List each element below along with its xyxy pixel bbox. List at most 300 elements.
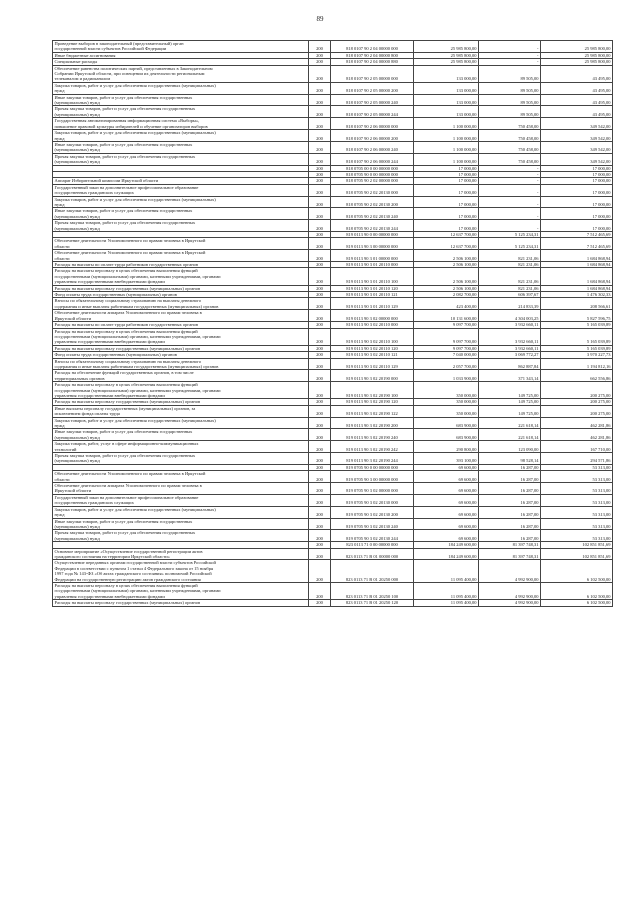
row-executed-amount: - [479, 208, 541, 220]
row-approved-amount: 9 097 700,00 [414, 345, 479, 351]
row-approved-amount: 17 000,00 [414, 184, 479, 196]
row-executed-amount: 149 725,00 [479, 405, 541, 417]
row-approved-amount: 393 100,00 [414, 453, 479, 465]
row-budget-code: 819 0113 90 3 02 20110 129 [331, 358, 414, 370]
row-line-code: 200 [309, 345, 331, 351]
row-approved-amount: 683 900,00 [414, 429, 479, 441]
row-budget-code: 819 0113 90 3 02 00000 000 [331, 310, 414, 322]
row-description: Прочая закупка товаров, работ и услуг для обеспечения государственных (муниципальных) нужд [53, 106, 309, 118]
row-approved-amount: 683 900,00 [414, 417, 479, 429]
row-unexecuted-amount: 43 495,00 [541, 65, 613, 82]
table-row [53, 268, 613, 285]
row-description: Расходы на выплаты по оплате труда работников государственных органов [53, 262, 309, 268]
row-unexecuted-amount: 3 970 227,73 [541, 352, 613, 358]
row-line-code: 200 [309, 232, 331, 238]
row-executed-amount: 214 833,39 [479, 298, 541, 310]
row-budget-code: 818 0705 90 2 02 20130 000 [331, 184, 414, 196]
row-approved-amount: 12 637 700,00 [414, 238, 479, 250]
row-approved-amount: 9 097 700,00 [414, 322, 479, 328]
row-line-code: 200 [309, 238, 331, 250]
row-line-code: 200 [309, 600, 331, 606]
row-line-code: 200 [309, 370, 331, 382]
row-approved-amount: 133 000,00 [414, 82, 479, 94]
row-budget-code: 818 0705 90 2 02 20130 244 [331, 220, 414, 232]
table-row [53, 600, 613, 606]
row-executed-amount: 123 090,00 [479, 441, 541, 453]
row-budget-code: 819 0113 90 3 02 20110 120 [331, 345, 414, 351]
row-approved-amount: 133 000,00 [414, 94, 479, 106]
row-unexecuted-amount: 17 000,00 [541, 171, 613, 177]
row-description: Прочая закупка товаров, работ и услуг для обеспечения государственных (муниципальных) нужд [53, 220, 309, 232]
row-description: Обеспечение деятельности аппарата Уполномоченного по правам человека в Иркутской области [53, 310, 309, 322]
table-row [53, 328, 613, 345]
row-approved-amount: 133 000,00 [414, 65, 479, 82]
row-description: Обеспечение деятельности Уполномоченного по правам человека в Иркутской области [53, 238, 309, 250]
row-approved-amount: 2 506 100,00 [414, 262, 479, 268]
row-budget-code: 818 0107 90 2 06 00000 000 [331, 118, 414, 130]
row-budget-code: 819 0113 90 3 02 20190 200 [331, 417, 414, 429]
row-line-code: 200 [309, 41, 331, 53]
row-unexecuted-amount: 53 313,00 [541, 530, 613, 542]
row-budget-code: 819 0113 90 3 01 20110 121 [331, 292, 414, 298]
row-approved-amount: 184 249 600,00 [414, 548, 479, 560]
row-executed-amount: 4 992 900,00 [479, 600, 541, 606]
row-unexecuted-amount: 200 275,00 [541, 382, 613, 399]
row-description: Расходы на выплаты персоналу государственных (муниципальных) органов [53, 285, 309, 291]
table-row [53, 582, 613, 599]
budget-table-body [53, 41, 613, 607]
row-line-code: 200 [309, 184, 331, 196]
row-approved-amount: 12 637 700,00 [414, 232, 479, 238]
table-row [53, 560, 613, 583]
row-budget-code: 823 0113 71 0 00 00000 000 [331, 542, 414, 548]
table-row [53, 506, 613, 518]
row-approved-amount: 133 000,00 [414, 106, 479, 118]
table-row [53, 298, 613, 310]
row-executed-amount: 371 343,14 [479, 370, 541, 382]
table-row [53, 417, 613, 429]
table-row [53, 196, 613, 208]
row-budget-code: 818 0107 90 2 05 00000 000 [331, 65, 414, 82]
row-description: Иные закупки товаров, работ и услуг для обеспечения государственных (муниципальных) нужд [53, 141, 309, 153]
row-budget-code: 819 0113 90 3 02 20190 120 [331, 399, 414, 405]
row-budget-code: 818 0705 90 2 02 00000 000 [331, 178, 414, 184]
row-line-code: 200 [309, 494, 331, 506]
row-executed-amount: 821 231,06 [479, 285, 541, 291]
row-executed-amount: 16 287,00 [479, 483, 541, 495]
table-row [53, 429, 613, 441]
row-unexecuted-amount: 17 000,00 [541, 196, 613, 208]
row-executed-amount: 3 069 772,27 [479, 352, 541, 358]
table-row [53, 471, 613, 483]
row-budget-code: 819 0113 90 3 01 00000 000 [331, 250, 414, 262]
row-line-code: 200 [309, 518, 331, 530]
row-description: Государственная автоматизированная информационная система «Выборы», повышение правовой культуры избирателей и обучение организаторов выборов [53, 118, 309, 130]
row-description: Иные закупки товаров, работ и услуг для обеспечения государственных (муниципальных) нужд [53, 518, 309, 530]
row-description: Закупка товаров, работ и услуг для обеспечения государственных (муниципальных) нужд [53, 417, 309, 429]
row-executed-amount: - [479, 178, 541, 184]
row-unexecuted-amount: 17 000,00 [541, 165, 613, 171]
row-unexecuted-amount: 294 571,86 [541, 453, 613, 465]
table-row [53, 184, 613, 196]
row-description: Расходы на выплаты персоналу государственных (муниципальных) органов [53, 600, 309, 606]
row-executed-amount: 3 932 660,11 [479, 322, 541, 328]
row-executed-amount: 750 458,00 [479, 153, 541, 165]
row-approved-amount: 9 097 700,00 [414, 328, 479, 345]
row-approved-amount: 2 506 100,00 [414, 285, 479, 291]
row-line-code: 200 [309, 453, 331, 465]
row-line-code: 200 [309, 352, 331, 358]
page-number: 89 [316, 15, 324, 23]
row-approved-amount: 17 000,00 [414, 220, 479, 232]
row-unexecuted-amount: 53 313,00 [541, 471, 613, 483]
row-unexecuted-amount: 1 684 868,94 [541, 250, 613, 262]
row-unexecuted-amount: 1 194 812,16 [541, 358, 613, 370]
row-approved-amount: 17 000,00 [414, 171, 479, 177]
row-approved-amount: 69 600,00 [414, 464, 479, 470]
row-budget-code: 819 0113 90 3 01 20110 129 [331, 298, 414, 310]
row-description: Иные выплаты персоналу государственных (муниципальных) органов, за исключением фонда оплаты труда [53, 405, 309, 417]
table-row [53, 453, 613, 465]
row-description: Фонд оплаты труда государственных (муниципальных) органов [53, 352, 309, 358]
row-budget-code: 819 0113 90 3 02 20190 244 [331, 453, 414, 465]
row-budget-code: 819 0705 90 3 02 20130 200 [331, 506, 414, 518]
row-unexecuted-amount: 17 000,00 [541, 178, 613, 184]
row-unexecuted-amount: 349 542,00 [541, 141, 613, 153]
row-budget-code: 819 0705 90 0 00 00000 000 [331, 464, 414, 470]
row-approved-amount: 69 600,00 [414, 494, 479, 506]
row-budget-code: 818 0705 90 0 00 00000 000 [331, 171, 414, 177]
row-approved-amount: 350 000,00 [414, 399, 479, 405]
row-approved-amount: 2 082 700,00 [414, 292, 479, 298]
row-approved-amount: 25 985 800,00 [414, 52, 479, 58]
row-description: Расходы на обеспечение функций государственных органов, в том числе территориальных органов [53, 370, 309, 382]
row-approved-amount: 69 600,00 [414, 471, 479, 483]
row-budget-code: 818 0107 90 2 05 00000 240 [331, 94, 414, 106]
row-unexecuted-amount: 25 985 800,00 [541, 52, 613, 58]
row-executed-amount: 606 397,67 [479, 292, 541, 298]
row-line-code: 200 [309, 208, 331, 220]
table-row [53, 106, 613, 118]
row-budget-code: 819 0705 90 3 02 20130 000 [331, 494, 414, 506]
row-executed-amount: 89 505,00 [479, 106, 541, 118]
row-approved-amount: 69 600,00 [414, 483, 479, 495]
row-executed-amount: 98 528,14 [479, 453, 541, 465]
row-budget-code: 823 0113 71 В 01 20250 120 [331, 600, 414, 606]
table-row [53, 518, 613, 530]
row-budget-code: 819 0113 90 3 02 20110 100 [331, 328, 414, 345]
row-executed-amount: - [479, 220, 541, 232]
row-executed-amount: - [479, 59, 541, 65]
row-executed-amount: - [479, 184, 541, 196]
row-approved-amount: 7 040 000,00 [414, 352, 479, 358]
row-executed-amount: 16 287,00 [479, 518, 541, 530]
row-line-code: 200 [309, 178, 331, 184]
row-line-code: 200 [309, 165, 331, 171]
row-description: Взносы по обязательному социальному страхованию на выплаты денежного содержания и иные выплаты работникам государственных (муниципальных) органов [53, 358, 309, 370]
row-budget-code: 818 0705 00 0 00 00000 000 [331, 165, 414, 171]
row-executed-amount: 149 725,00 [479, 399, 541, 405]
row-executed-amount: - [479, 52, 541, 58]
row-budget-code: 819 0113 90 3 01 20110 000 [331, 262, 414, 268]
row-budget-code: 819 0113 90 3 02 20190 100 [331, 382, 414, 399]
row-executed-amount: - [479, 165, 541, 171]
row-unexecuted-amount: 17 000,00 [541, 184, 613, 196]
row-unexecuted-amount: 167 710,00 [541, 441, 613, 453]
table-row [53, 370, 613, 382]
row-unexecuted-amount: 43 495,00 [541, 82, 613, 94]
row-unexecuted-amount: 5 165 039,89 [541, 328, 613, 345]
row-unexecuted-amount: 53 313,00 [541, 483, 613, 495]
row-executed-amount: 89 505,00 [479, 82, 541, 94]
row-line-code: 200 [309, 196, 331, 208]
row-executed-amount: - [479, 41, 541, 53]
row-approved-amount: 11 095 400,00 [414, 560, 479, 583]
row-unexecuted-amount: 1 684 868,94 [541, 262, 613, 268]
row-description: Государственный заказ на дополнительное профессиональное образование государственных гражданских служащих [53, 494, 309, 506]
row-line-code: 200 [309, 483, 331, 495]
row-executed-amount: - [479, 196, 541, 208]
row-executed-amount: 16 287,00 [479, 506, 541, 518]
row-executed-amount: 81 397 748,31 [479, 548, 541, 560]
row-unexecuted-amount: 1 684 868,94 [541, 268, 613, 285]
row-line-code: 200 [309, 405, 331, 417]
row-budget-code: 818 0107 90 2 05 00000 200 [331, 82, 414, 94]
row-budget-code: 819 0113 90 3 02 20190 240 [331, 429, 414, 441]
table-row [53, 141, 613, 153]
row-line-code: 200 [309, 130, 331, 142]
row-executed-amount: 16 287,00 [479, 471, 541, 483]
row-line-code: 200 [309, 94, 331, 106]
row-description: Специальные расходы [53, 59, 309, 65]
row-executed-amount: 89 505,00 [479, 94, 541, 106]
row-line-code: 200 [309, 548, 331, 560]
table-row [53, 94, 613, 106]
row-unexecuted-amount: 102 851 851,69 [541, 542, 613, 548]
row-unexecuted-amount: 6 102 500,00 [541, 582, 613, 599]
row-description: Прочая закупка товаров, работ и услуг для обеспечения государственных (муниципальных) нужд [53, 453, 309, 465]
row-executed-amount: 750 458,00 [479, 118, 541, 130]
row-executed-amount: 5 125 234,31 [479, 238, 541, 250]
row-executed-amount: 821 231,06 [479, 268, 541, 285]
table-row [53, 405, 613, 417]
row-description: Иные закупки товаров, работ и услуг для обеспечения государственных (муниципальных) нужд [53, 429, 309, 441]
row-unexecuted-amount: 662 556,86 [541, 370, 613, 382]
row-budget-code: 818 0107 90 2 05 00000 244 [331, 106, 414, 118]
row-line-code: 200 [309, 106, 331, 118]
row-line-code: 200 [309, 441, 331, 453]
row-unexecuted-amount: 53 313,00 [541, 464, 613, 470]
row-budget-code: 819 0113 90 3 02 20190 242 [331, 441, 414, 453]
row-unexecuted-amount: 43 495,00 [541, 94, 613, 106]
row-unexecuted-amount: 349 542,00 [541, 130, 613, 142]
row-approved-amount: 1 100 000,00 [414, 118, 479, 130]
row-line-code: 200 [309, 328, 331, 345]
row-budget-code: 818 0705 90 2 02 20130 200 [331, 196, 414, 208]
row-unexecuted-amount: 5 165 039,89 [541, 322, 613, 328]
row-executed-amount: 5 125 234,31 [479, 232, 541, 238]
table-row [53, 130, 613, 142]
row-executed-amount: 862 887,84 [479, 358, 541, 370]
row-unexecuted-amount: 6 102 500,00 [541, 600, 613, 606]
row-description: Обеспечение деятельности Уполномоченного по правам человека в Иркутской области [53, 471, 309, 483]
table-row [53, 118, 613, 130]
row-budget-code: 819 0113 90 3 02 20110 121 [331, 352, 414, 358]
row-budget-code: 818 0107 90 2 06 00000 240 [331, 141, 414, 153]
row-approved-amount: 350 000,00 [414, 382, 479, 399]
row-executed-amount: 149 725,00 [479, 382, 541, 399]
row-line-code: 200 [309, 399, 331, 405]
row-executed-amount: 81 397 748,31 [479, 542, 541, 548]
row-executed-amount: 3 932 660,11 [479, 328, 541, 345]
table-row [53, 530, 613, 542]
row-executed-amount: 821 231,06 [479, 250, 541, 262]
row-unexecuted-amount: 53 313,00 [541, 506, 613, 518]
row-unexecuted-amount: 53 313,00 [541, 494, 613, 506]
table-row [53, 358, 613, 370]
row-description: Расходы на выплаты персоналу в целях обеспечения выполнения функций государственными (муниципальными) органами, казенными учреждениями, органами управления государственными внебюджетными фондами [53, 382, 309, 399]
budget-execution-table [52, 40, 613, 607]
row-unexecuted-amount: 1 476 302,33 [541, 292, 613, 298]
row-approved-amount: 10 131 600,00 [414, 310, 479, 322]
row-executed-amount: 16 287,00 [479, 530, 541, 542]
row-executed-amount: 4 304 003,25 [479, 310, 541, 322]
row-approved-amount: 1 033 900,00 [414, 370, 479, 382]
row-unexecuted-amount: 25 985 800,00 [541, 59, 613, 65]
row-approved-amount: 1 100 000,00 [414, 153, 479, 165]
row-executed-amount: 221 618,14 [479, 429, 541, 441]
row-unexecuted-amount: 200 275,00 [541, 405, 613, 417]
row-budget-code: 823 0113 71 В 01 00000 000 [331, 548, 414, 560]
row-description: Расходы на выплаты персоналу государственных (муниципальных) органов [53, 399, 309, 405]
row-line-code: 200 [309, 322, 331, 328]
row-approved-amount: 350 000,00 [414, 405, 479, 417]
row-line-code: 200 [309, 171, 331, 177]
row-approved-amount: 2 506 100,00 [414, 268, 479, 285]
row-budget-code: 819 0113 90 0 00 00000 000 [331, 232, 414, 238]
row-line-code: 200 [309, 417, 331, 429]
row-approved-amount: 1 100 000,00 [414, 141, 479, 153]
row-approved-amount: 423 400,00 [414, 298, 479, 310]
row-approved-amount: 25 985 800,00 [414, 41, 479, 53]
row-approved-amount: 69 600,00 [414, 518, 479, 530]
row-budget-code: 819 0705 90 3 02 20130 244 [331, 530, 414, 542]
row-description: Расходы на выплаты персоналу в целях обеспечения выполнения функций государственными (муниципальными) органами, казенными учреждениями, органами управления государственными внебюджетными фондами [53, 328, 309, 345]
row-executed-amount: 821 231,06 [479, 262, 541, 268]
row-executed-amount: 16 287,00 [479, 494, 541, 506]
row-line-code: 200 [309, 560, 331, 583]
row-unexecuted-amount: 349 542,00 [541, 118, 613, 130]
row-executed-amount: 750 458,00 [479, 141, 541, 153]
table-row [53, 208, 613, 220]
row-budget-code: 818 0107 90 2 06 00000 244 [331, 153, 414, 165]
row-description: Взносы по обязательному социальному страхованию на выплаты денежного содержания и иные выплаты работникам государственных (муниципальных) органов [53, 298, 309, 310]
row-unexecuted-amount: 25 985 800,00 [541, 41, 613, 53]
row-description: Расходы на выплаты персоналу в целях обеспечения выполнения функций государственными (муниципальными) органами, казенными учреждениями, органами управления государственными внебюджетными фондами [53, 582, 309, 599]
row-budget-code: 819 0705 90 3 02 20130 240 [331, 518, 414, 530]
row-unexecuted-amount: 17 000,00 [541, 208, 613, 220]
row-budget-code: 819 0113 90 3 01 20110 100 [331, 268, 414, 285]
table-row [53, 382, 613, 399]
row-approved-amount: 69 600,00 [414, 530, 479, 542]
row-line-code: 200 [309, 65, 331, 82]
row-approved-amount: 290 800,00 [414, 441, 479, 453]
row-line-code: 200 [309, 285, 331, 291]
row-executed-amount: 750 458,00 [479, 130, 541, 142]
row-description: Закупка товаров, работ и услуг для обеспечения государственных (муниципальных) нужд [53, 196, 309, 208]
row-description: Иные закупки товаров, работ и услуг для обеспечения государственных (муниципальных) нужд [53, 94, 309, 106]
row-line-code: 200 [309, 582, 331, 599]
table-row [53, 250, 613, 262]
row-unexecuted-amount: 17 000,00 [541, 220, 613, 232]
row-executed-amount: 221 618,14 [479, 417, 541, 429]
row-description: Иные бюджетные ассигнования [53, 52, 309, 58]
row-line-code: 200 [309, 471, 331, 483]
row-description: Расходы на выплаты персоналу государственных (муниципальных) органов [53, 345, 309, 351]
table-row [53, 220, 613, 232]
row-approved-amount: 17 000,00 [414, 165, 479, 171]
row-budget-code: 823 0113 71 В 01 20250 000 [331, 560, 414, 583]
row-line-code: 200 [309, 52, 331, 58]
table-row [53, 82, 613, 94]
row-line-code: 200 [309, 530, 331, 542]
row-approved-amount: 69 600,00 [414, 506, 479, 518]
row-description: Прочая закупка товаров, работ и услуг для обеспечения государственных (муниципальных) нужд [53, 530, 309, 542]
table-row [53, 310, 613, 322]
row-approved-amount: 17 000,00 [414, 196, 479, 208]
row-line-code: 200 [309, 506, 331, 518]
row-unexecuted-amount: 7 512 465,69 [541, 232, 613, 238]
row-approved-amount: 11 095 400,00 [414, 582, 479, 599]
row-budget-code: 819 0705 90 3 00 00000 000 [331, 471, 414, 483]
row-approved-amount: 17 000,00 [414, 208, 479, 220]
row-executed-amount: 4 992 900,00 [479, 560, 541, 583]
row-approved-amount: 184 249 600,00 [414, 542, 479, 548]
row-line-code: 200 [309, 542, 331, 548]
row-description: Закупка товаров, работ, услуг в сфере информационно-коммуникационных технологий [53, 441, 309, 453]
row-description: Обеспечение равенства политических партий, представленных в Законодательном Собрании Иркутской области, при освещении их деятельности региональным телеканалом и радиоканалом [53, 65, 309, 82]
table-row [53, 441, 613, 453]
row-executed-amount: - [479, 171, 541, 177]
row-unexecuted-amount: 6 102 500,00 [541, 560, 613, 583]
row-approved-amount: 17 000,00 [414, 178, 479, 184]
table-row [53, 153, 613, 165]
row-line-code: 200 [309, 262, 331, 268]
row-line-code: 200 [309, 82, 331, 94]
row-line-code: 200 [309, 292, 331, 298]
row-budget-code: 819 0705 90 3 02 00000 000 [331, 483, 414, 495]
row-budget-code: 819 0113 90 3 02 20110 000 [331, 322, 414, 328]
row-description: Фонд оплаты труда государственных (муниципальных) органов [53, 292, 309, 298]
row-unexecuted-amount: 349 542,00 [541, 153, 613, 165]
row-description: Прочая закупка товаров, работ и услуг для обеспечения государственных (муниципальных) нужд [53, 153, 309, 165]
row-budget-code: 819 0113 90 3 02 20190 000 [331, 370, 414, 382]
row-line-code: 200 [309, 220, 331, 232]
row-unexecuted-amount: 200 275,00 [541, 399, 613, 405]
table-row [53, 65, 613, 82]
row-description: Аппарат Избирательной комиссии Иркутской области [53, 178, 309, 184]
row-line-code: 200 [309, 382, 331, 399]
row-description: Закупка товаров, работ и услуг для обеспечения государственных (муниципальных) нужд [53, 82, 309, 94]
row-unexecuted-amount: 5 827 596,75 [541, 310, 613, 322]
row-line-code: 200 [309, 310, 331, 322]
row-approved-amount: 11 095 400,00 [414, 600, 479, 606]
row-approved-amount: 2 057 700,00 [414, 358, 479, 370]
table-row [53, 41, 613, 53]
row-budget-code: 819 0113 90 3 02 20190 122 [331, 405, 414, 417]
row-budget-code: 818 0107 90 2 04 00000 000 [331, 41, 414, 53]
row-description: Иные закупки товаров, работ и услуг для обеспечения государственных (муниципальных) нужд [53, 208, 309, 220]
